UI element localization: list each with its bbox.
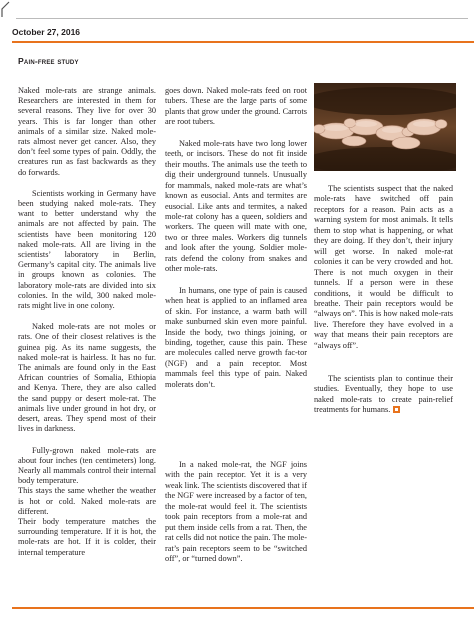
paragraph xyxy=(314,374,453,416)
column-1 xyxy=(18,86,156,558)
paragraph: The scientists suspect that the naked mole-rats have switched off pain receptors for a reason. Pain acts as a warning system for most animals. It tells them to stop what is happening, or what they are doing. If they don’t, their injury will get worse. In naked mole-rat colonies it can be very crowded and hot. There is not much oxygen in their tunnels. If a person were in these conditions, it would be difficult to breathe. Their pain receptors would be “always on”. This is how naked mole-rats live. Therefore they have evolved in a way that means their pain receptors are “always off”. xyxy=(314,184,453,350)
paragraph: In a naked mole-rat, the NGF joins with the pain receptor. Yet it is a very weak link. The scientists discovered that if the NGF were increased by a factor of ten, the mole-rat would feel it. The scientists took pain receptors from a mole-rat and put them inside cells from a rat. Then, the rat cells did not notice the pain. The mole-rat’s pain receptors seem to be “switched off”, or “turned down”. xyxy=(165,460,307,564)
article-end-icon xyxy=(393,406,400,413)
paragraph: In humans, one type of pain is caused when heat is applied to an inflamed area of skin. For instance, a warm bath will make sunburned skin even more painful. Inside the body, two things joining, or binding, together, cause this pain. These are molecules called nerve growth fac-tor (NGF) and a pain receptor. Most mammals feel this type of pain. Naked molerats don’t. xyxy=(165,285,307,389)
footer-divider xyxy=(12,607,474,609)
paragraph: Naked mole-rats are not moles or rats. One of their closest relatives is the guinea pig. As its name suggests, the naked mole-rat is hairless. It has no fur. The animals are found only in the East African countries of Somalia, Ethiopia and Kenya. There, they are also called the sand puppy or desert mole-rat. The animals live under ground in hot dry, or desert, areas. They spend most of their lives in darkness. xyxy=(18,322,156,434)
paragraph: Naked mole-rats are strange animals. Researchers are interested in them for several reasons. They live for over 30 years. This is far longer than other animals of a similar size. Naked mole-rats almost never get cancer. Also, they don’t feel some types of pain. Oddly, the creatures run as fast backwards as they do forwards. xyxy=(18,86,156,177)
column-3 xyxy=(314,184,453,351)
paragraph: goes down. Naked mole-rats feed on root tubers. These are the large parts of some plants that grow under the ground. Carrots are root tubers. xyxy=(165,86,307,127)
column-2 xyxy=(165,86,307,390)
top-rule xyxy=(16,18,468,19)
paragraph: Their body temperature matches the surrounding temperature. If it is hot, the mole-rats are hot. If it is colder, their internal temperature xyxy=(18,516,156,557)
article-title: Pain-free study xyxy=(18,56,79,66)
paragraph: Fully-grown naked mole-rats are about four inches (ten centimeters) long. Nearly all mammals control their internal body temperature. xyxy=(18,445,156,486)
closing-text: The scientists plan to continue their studies. Eventually, they hope to use naked mole-rats to create pain-relief treatments for humans. xyxy=(314,374,453,415)
paragraph: Naked mole-rats have two long lower teeth, or incisors. These do not fit inside their mouths. The animals use the teeth to dig their underground tunnels. Unusually for mammals, naked mole-rats are what’s known as eusocial. Ants and termites are eusocial. Like ants and termites, a naked mole-rat colony has a queen, soldiers and workers. The queen will mate with one, two or three males. Workers dig tunnels and look after the young. Soldier mole-rats defend the colony from snakes and other mole-rats. xyxy=(165,138,307,274)
column-3-lower xyxy=(314,374,453,416)
naked-mole-rats-photo xyxy=(314,83,456,171)
issue-date: October 27, 2016 xyxy=(12,27,81,37)
header-divider xyxy=(12,41,474,43)
paragraph: This stays the same whether the weather is hot or cold. Naked mole-rats are different. xyxy=(18,486,156,516)
corner-bracket-icon xyxy=(0,0,20,20)
column-2-lower xyxy=(165,460,307,565)
paragraph: Scientists working in Germany have been studying naked mole-rats. They want to better understand why the animals are not affected by pain. The scientists have been monitoring 120 naked mole-rats. All are living in the scientists’ laboratory in Berlin, Germany’s capital city. The animals live in groups known as colonies. The laboratory mole-rats are divided into six colonies. In the wild, 300 naked mole-rats might live in one colony. xyxy=(18,188,156,311)
